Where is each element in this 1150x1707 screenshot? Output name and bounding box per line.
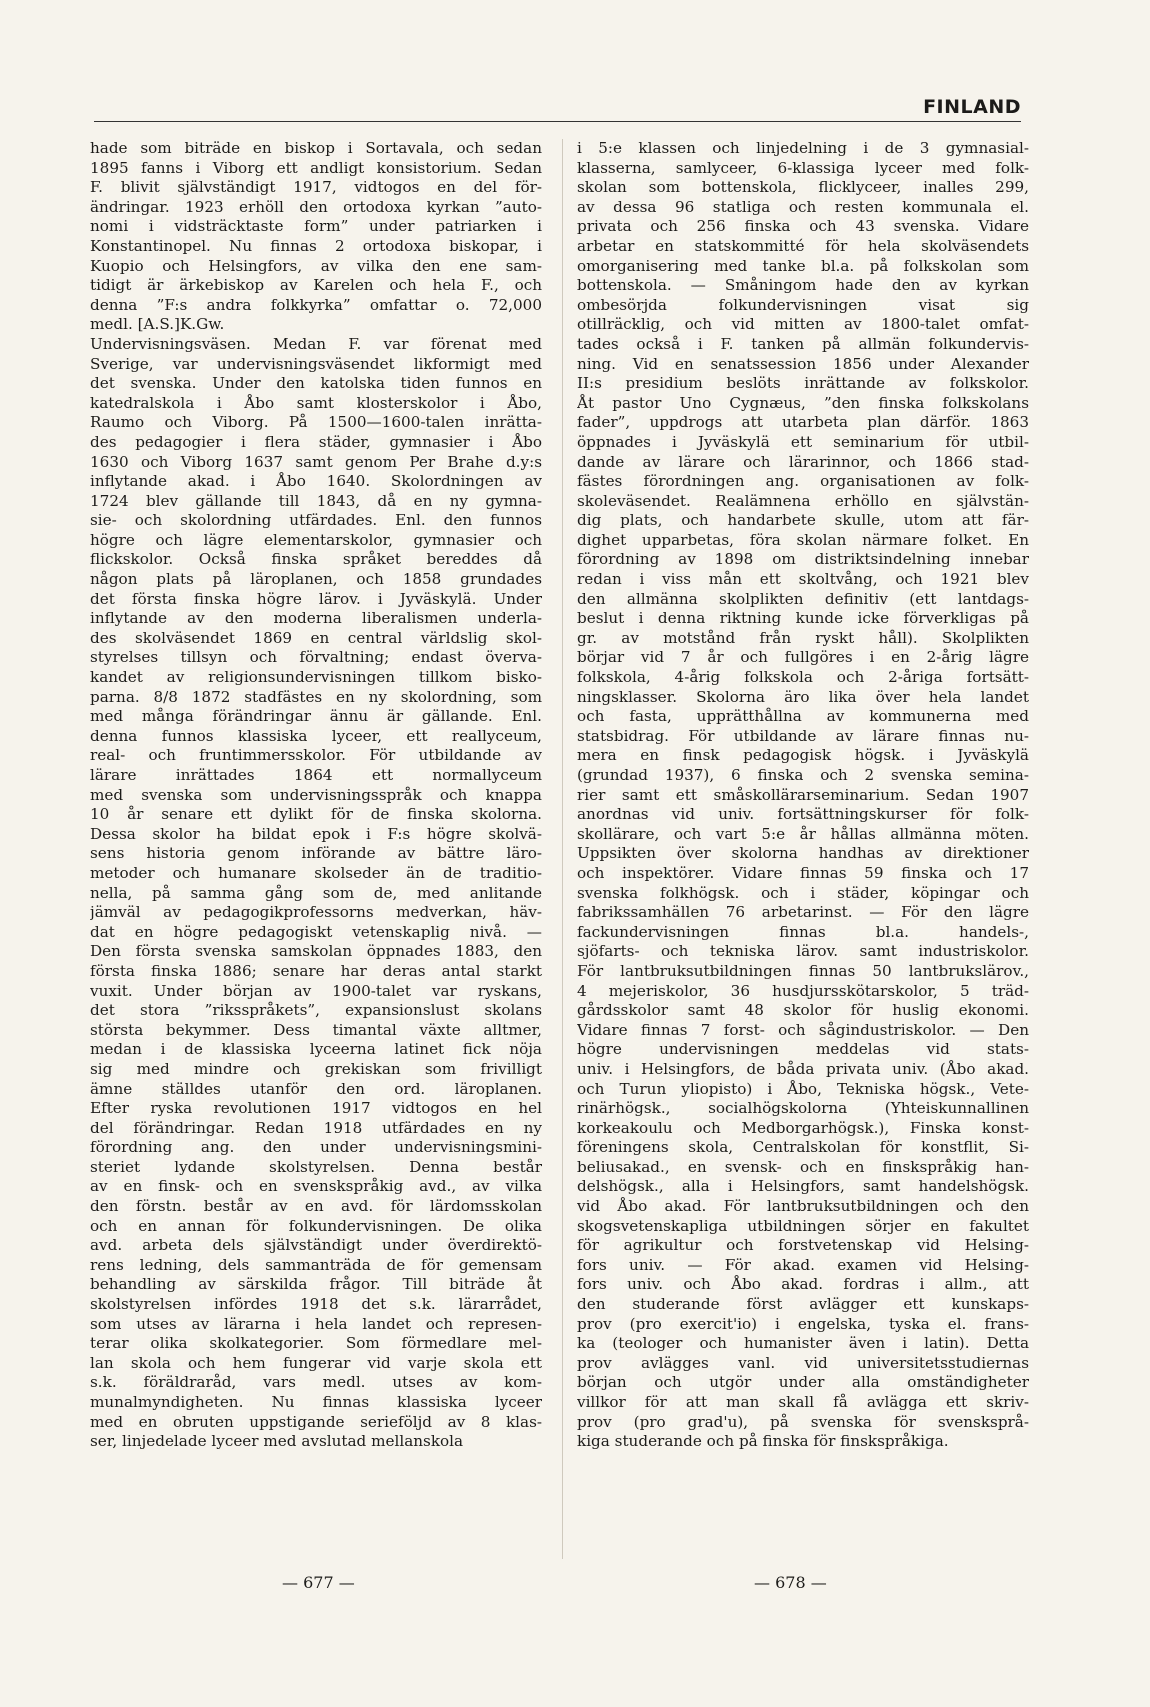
text-line: beliusakad., en svensk- och en finskspråkig han- xyxy=(577,1157,1029,1176)
text-line: Uppsikten över skolorna handhas av direktioner xyxy=(577,844,1029,863)
text-line: terar olika skolkategorier. Som förmedlare mel- xyxy=(90,1334,542,1353)
text-line: beslut i denna riktning kunde icke förverkligas på xyxy=(577,609,1029,628)
text-line: och fasta, upprätthållna av kommunerna med xyxy=(577,707,1029,726)
text-line: bottenskola. — Småningom hade den av kyrkan xyxy=(577,276,1029,295)
text-line: metoder och humanare skolseder än de traditio- xyxy=(90,863,542,882)
header-rule xyxy=(94,121,1021,122)
text-line: 10 år senare ett dylikt för de finska skolorna. xyxy=(90,805,542,824)
text-line: första finska 1886; senare har deras antal starkt xyxy=(90,961,542,980)
right-column xyxy=(577,139,1029,1452)
text-line: vuxit. Under början av 1900-talet var ryskans, xyxy=(90,981,542,1000)
text-line: ser, linjedelade lyceer med avslutad mellanskola xyxy=(90,1432,464,1451)
text-line: början och utgör under alla omständigheter xyxy=(577,1373,1029,1392)
text-line: steriet lydande skolstyrelsen. Denna består xyxy=(90,1157,542,1176)
text-line: korkeakoulu och Medborgarhögsk.), Finska konst- xyxy=(577,1118,1029,1137)
text-line: sens historia genom införande av bättre läro- xyxy=(90,844,542,863)
page-number-left: — 677 — xyxy=(282,1573,355,1592)
text-line: (grundad 1937), 6 finska och 2 svenska semina- xyxy=(577,766,1029,784)
running-header xyxy=(94,96,1021,120)
text-line: folkskola, 4-årig folkskola och 2-åriga fortsätt- xyxy=(577,668,1029,687)
text-line: inflytande akad. i Åbo 1640. Skolordningen av xyxy=(90,472,542,491)
text-line: öppnades i Jyväskylä ett seminarium för utbil- xyxy=(577,432,1029,451)
text-line: skolan som bottenskola, flicklyceer, inalles 299, xyxy=(577,178,1029,197)
text-line: den förstn. består av en avd. för lärdomsskolan xyxy=(90,1197,542,1216)
text-line: tades också i F. tanken på allmän folkundervis- xyxy=(577,334,1029,353)
text-line: 1724 blev gällande till 1843, då en ny gymna- xyxy=(90,491,542,510)
text-line: anordnas vid univ. fortsättningskurser för folk- xyxy=(577,805,1029,824)
text-line: Den första svenska samskolan öppnades 1883, den xyxy=(90,942,542,961)
text-line: katedralskola i Åbo samt klosterskolor i Åbo, xyxy=(90,393,542,412)
text-line: skogsvetenskapliga utbildningen sörjer en fakultet xyxy=(577,1216,1029,1235)
text-line: redan i viss mån ett skoltvång, och 1921 blev xyxy=(577,570,1029,589)
text-line: avd. arbeta dels självständigt under överdirektö- xyxy=(90,1236,542,1255)
text-line: medl. [A.S.]K.Gw. xyxy=(90,315,225,334)
text-line: prov avlägges vanl. vid universitetsstudiernas xyxy=(577,1353,1029,1372)
left-column xyxy=(90,139,542,1452)
text-line: skolstyrelsen infördes 1918 det s.k. lärarrådet, xyxy=(90,1295,542,1314)
text-line: det stora ”riksspråkets”, expansionslust skolans xyxy=(90,1001,542,1020)
text-line: föreningens skola, Centralskolan för konstflit, Si- xyxy=(577,1138,1029,1157)
text-line: F. blivit självständigt 1917, vidtogos en del för- xyxy=(90,178,542,197)
text-line: mera en finsk pedagogisk högsk. i Jyväskylä xyxy=(577,746,1029,765)
text-line: omorganisering med tanke bl.a. på folkskolan som xyxy=(577,256,1029,275)
text-line: högre och lägre elementarskolor, gymnasier och xyxy=(90,530,542,549)
text-line: och inspektörer. Vidare finnas 59 finska och 17 xyxy=(577,863,1029,882)
text-line: med svenska som undervisningsspråk och knappa xyxy=(90,785,542,804)
text-line: nomi i vidsträcktaste form” under patriarken i xyxy=(90,217,542,236)
text-line: klasserna, samlyceer, 6-klassiga lyceer med folk- xyxy=(577,158,1029,177)
text-line: flickskolor. Också finska språket bereddes då xyxy=(90,550,542,569)
text-line: förordning ang. den under undervisningsmini- xyxy=(90,1138,542,1157)
text-line: 1895 fanns i Viborg ett andligt konsistorium. Sedan xyxy=(90,158,542,177)
column-divider xyxy=(562,139,563,1559)
text-line: prov (pro grad'u), på svenska för svensksprå- xyxy=(577,1412,1029,1431)
text-line: ombesörjda folkundervisningen visat sig xyxy=(577,295,1029,314)
text-line: dighet upparbetas, föra skolan närmare folket. En xyxy=(577,530,1029,549)
text-line: denna funnos klassiska lyceer, ett reallyceum, xyxy=(90,726,542,745)
text-line: det svenska. Under den katolska tiden funnos en xyxy=(90,374,542,393)
text-line: börjar vid 7 år och fullgöres i en 2-årig lägre xyxy=(577,648,1029,667)
text-line: Raumo och Viborg. På 1500—1600-talen inrätta- xyxy=(90,413,542,432)
text-line: del förändringar. Redan 1918 utfärdades en ny xyxy=(90,1118,542,1137)
text-line: för agrikultur och forstvetenskap vid Helsing- xyxy=(577,1236,1029,1255)
text-line: dig plats, och handarbete skulle, utom att fär- xyxy=(577,511,1029,530)
text-line: största bekymmer. Dess timantal växte alltmer, xyxy=(90,1020,542,1039)
text-line: Sverige, var undervisningsväsendet likformigt med xyxy=(90,354,542,373)
text-line: fästes förordningen ang. organisationen av folk- xyxy=(577,472,1029,491)
text-line: sig med mindre och grekiskan som frivilligt xyxy=(90,1059,542,1078)
text-line: prov (pro exercit'io) i engelska, tyska el. frans- xyxy=(577,1314,1029,1333)
text-line: i 5:e klassen och linjedelning i de 3 gymnasial- xyxy=(577,139,1029,157)
text-line: inflytande av den moderna liberalismen underla- xyxy=(90,609,542,628)
text-line: villkor för att man skall få avlägga ett skriv- xyxy=(577,1393,1029,1411)
text-line: hade som biträde en biskop i Sortavala, och sedan xyxy=(90,139,542,157)
text-line: förordning av 1898 om distriktsindelning innebar xyxy=(577,550,1029,569)
text-line: fors univ. och Åbo akad. fordras i allm., att xyxy=(577,1275,1029,1294)
text-line: 4 mejeriskolor, 36 husdjursskötarskolor, 5 träd- xyxy=(577,981,1029,1000)
text-line: s.k. föräldraråd, vars medl. utses av kom- xyxy=(90,1373,542,1392)
text-line: vid Åbo akad. För lantbruksutbildningen och den xyxy=(577,1197,1029,1216)
text-line: någon plats på läroplanen, och 1858 grundades xyxy=(90,570,542,589)
text-line: behandling av särskilda frågor. Till biträde åt xyxy=(90,1275,542,1294)
text-line: fackundervisningen finnas bl.a. handels-, xyxy=(577,922,1029,941)
text-line: med en obruten uppstigande seriefölјd av 8 klas- xyxy=(90,1412,542,1431)
text-line: des pedagogier i flera städer, gymnasier i Åbo xyxy=(90,432,542,451)
text-line: med många förändringar ännu är gällande. Enl. xyxy=(90,707,542,726)
text-line: Efter ryska revolutionen 1917 vidtogos en hel xyxy=(90,1099,542,1118)
text-line: Åt pastor Uno Cygnæus, ”den finska folkskolans xyxy=(577,393,1029,412)
text-line: av en finsk- och en svenskspråkig avd., av vilka xyxy=(90,1177,542,1196)
text-line: kandet av religionsundervisningen tillkom bisko- xyxy=(90,668,542,687)
text-line: lärare inrättades 1864 ett normallyceum xyxy=(90,766,542,784)
text-line: rier samt ett småskollärarseminarium. Sedan 1907 xyxy=(577,785,1029,804)
text-line: sjöfarts- och tekniska lärov. samt industriskolor. xyxy=(577,942,1029,961)
text-line: denna ”F:s andra folkkyrka” omfattar o. 72,000 xyxy=(90,295,542,314)
text-line: skollärare, och vart 5:e år hållas allmänna möten. xyxy=(577,824,1029,843)
page-number-right: — 678 — xyxy=(754,1573,827,1592)
text-line: ningsklasser. Skolorna äro lika över hela landet xyxy=(577,687,1029,706)
text-line: fors univ. — För akad. examen vid Helsing- xyxy=(577,1255,1029,1274)
text-line: av dessa 96 statliga och resten kommunala el. xyxy=(577,197,1029,216)
text-line: nella, på samma gång som de, med anlitande xyxy=(90,883,542,902)
text-line: gårdsskolor samt 48 skolor för huslig ekonomi. xyxy=(577,1001,1029,1020)
text-line: lan skola och hem fungerar vid varje skola ett xyxy=(90,1353,542,1372)
text-line: gr. av motstånd från ryskt håll). Skolplikten xyxy=(577,628,1029,647)
text-line: tidigt är ärkebiskop av Karelen och hela F., och xyxy=(90,276,542,295)
text-line: den studerande först avlägger ett kunskaps- xyxy=(577,1295,1029,1314)
text-line: rens ledning, dels sammanträda de för gemensam xyxy=(90,1255,542,1274)
text-line: högre undervisningen meddelas vid stats- xyxy=(577,1040,1029,1059)
text-line: styrelses tillsyn och förvaltning; endast överva- xyxy=(90,648,542,667)
text-line: real- och fruntimmersskolor. För utbildande av xyxy=(90,746,542,765)
text-line: Konstantinopel. Nu finnas 2 ortodoxa biskopar, i xyxy=(90,236,542,255)
text-line: otillräcklig, och vid mitten av 1800-talet omfat- xyxy=(577,315,1029,334)
text-line: rinärhögsk., socialhögskolorna (Yhteiskunnallinen xyxy=(577,1099,1029,1118)
text-line: sie- och skolordning utfärdades. Enl. den funnos xyxy=(90,511,542,530)
text-line: univ. i Helsingfors, de båda privata univ. (Åbo akad. xyxy=(577,1059,1029,1078)
text-line: arbetar en statskommitté för hela skolväsendets xyxy=(577,236,1029,255)
text-line: ning. Vid en senatssession 1856 under Alexander xyxy=(577,354,1029,373)
text-line: 1630 och Viborg 1637 samt genom Per Brahe d.y:s xyxy=(90,452,542,471)
text-line: medan i de klassiska lyceerna latinet fick nöja xyxy=(90,1040,542,1059)
text-line: skoleväsendet. Realämnena erhöllo en självstän- xyxy=(577,491,1029,510)
text-line: privata och 256 finska och 43 svenska. Vidare xyxy=(577,217,1029,236)
text-line: kiga studerande och på finska för finskspråkiga. xyxy=(577,1432,949,1451)
text-line: delshögsk., alla i Helsingfors, samt handelshögsk. xyxy=(577,1177,1029,1196)
text-line: dande av lärare och lärarinnor, och 1866 stad- xyxy=(577,452,1029,471)
text-line: parna. 8/8 1872 stadfästes en ny skolordning, som xyxy=(90,687,542,706)
header-title: FINLAND xyxy=(923,96,1021,118)
text-line: II:s presidium beslöts inrättande av folkskolor. xyxy=(577,374,1029,393)
text-line: statsbidrag. För utbildande av lärare finnas nu- xyxy=(577,726,1029,745)
text-line: Kuopio och Helsingfors, av vilka den ene sam- xyxy=(90,256,542,275)
text-line: som utses av lärarna i hela landet och represen- xyxy=(90,1314,542,1333)
text-line: ändringar. 1923 erhöll den ortodoxa kyrkan ”auto- xyxy=(90,197,542,216)
text-line: fader”, uppdrogs att utarbeta plan därför. 1863 xyxy=(577,413,1029,432)
text-line: munalmyndigheten. Nu finnas klassiska lyceer xyxy=(90,1393,542,1411)
text-line: Undervisningsväsen. Medan F. var förenat med xyxy=(90,334,542,353)
text-line: dat en högre pedagogiskt vetenskaplig nivå. — xyxy=(90,922,542,941)
text-line: ka (teologer och humanister även i latin). Detta xyxy=(577,1334,1029,1353)
text-line: Vidare finnas 7 forst- och sågindustriskolor. — Den xyxy=(577,1020,1029,1039)
text-line: den allmänna skolplikten definitiv (ett lantdags- xyxy=(577,589,1029,608)
text-line: och en annan för folkundervisningen. De olika xyxy=(90,1216,542,1235)
text-line: ämne ställdes utanför den ord. läroplanen. xyxy=(90,1079,542,1098)
text-line: För lantbruksutbildningen finnas 50 lantbrukslärov., xyxy=(577,961,1029,980)
text-line: och Turun yliopisto) i Åbo, Tekniska högsk., Vete- xyxy=(577,1079,1029,1098)
text-line: fabrikssamhällen 76 arbetarinst. — För den lägre xyxy=(577,903,1029,922)
text-line: Dessa skolor ha bildat epok i F:s högre skolvä- xyxy=(90,824,542,843)
text-line: det första finska högre lärov. i Jyväskylä. Under xyxy=(90,589,542,608)
text-line: svenska folkhögsk. och i städer, köpingar och xyxy=(577,883,1029,902)
text-line: jämväl av pedagogikprofessorns medverkan, häv- xyxy=(90,903,542,922)
text-line: des skolväsendet 1869 en central världslig skol- xyxy=(90,628,542,647)
